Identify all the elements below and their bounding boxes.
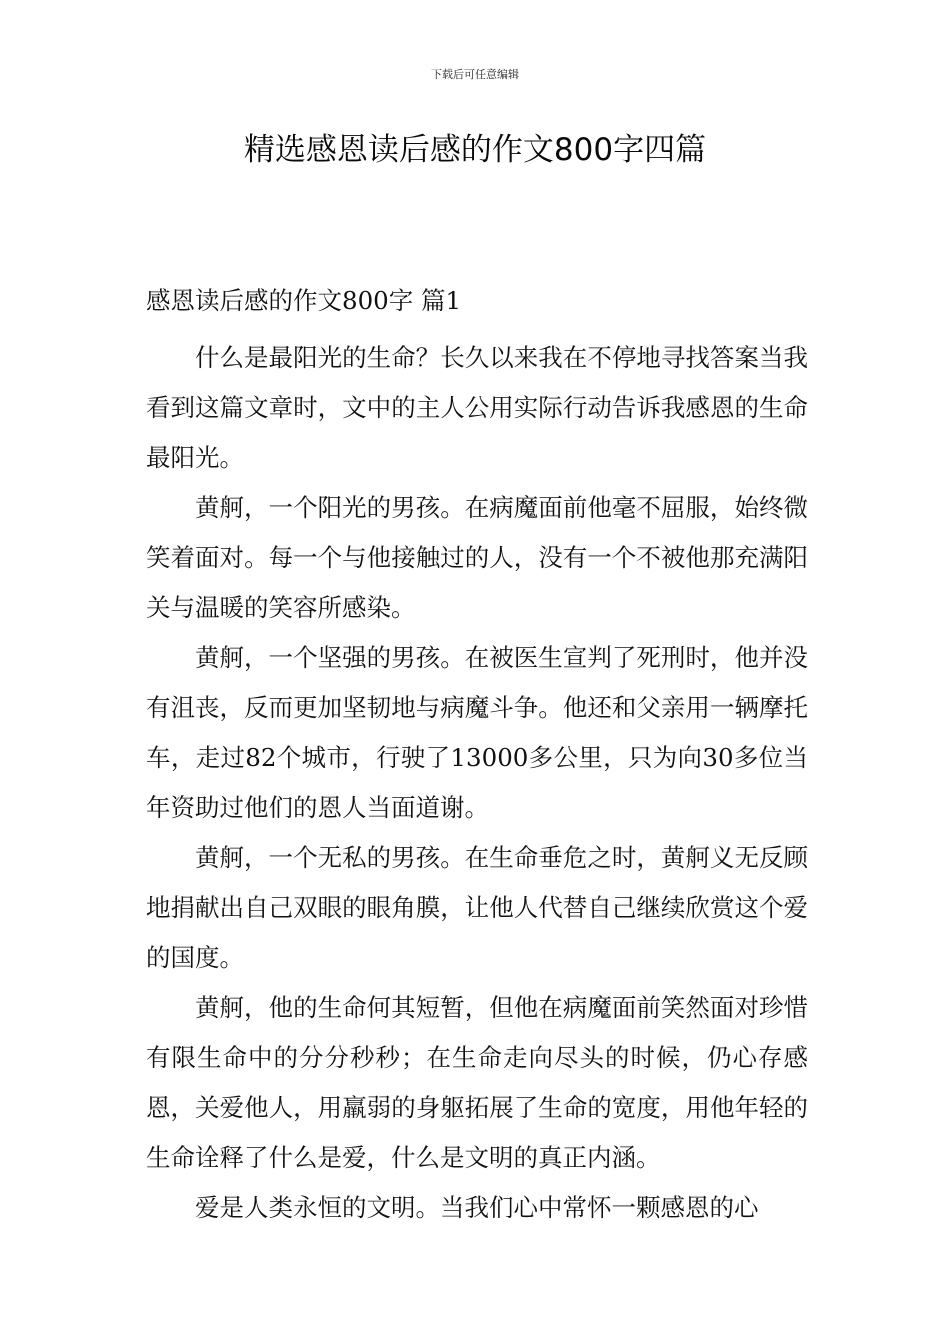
paragraph-2: 黄舸，一个阳光的男孩。在病魔面前他毫不屈服，始终微笑着面对。每一个与他接触过的人，没有一个不被他那充满阳关与温暖的笑容所感染。 <box>146 493 808 622</box>
spacer <box>146 318 808 333</box>
section-heading: 感恩读后感的作文800字 篇1 <box>146 286 462 315</box>
paragraph-6: 爱是人类永恒的文明。当我们心中常怀一颗感恩的心 <box>195 1193 759 1222</box>
paragraph-4: 黄舸，一个无私的男孩。在生命垂危之时，黄舸义无反顾地捐献出自己双眼的眼角膜，让他人代替自己继续欣赏这个爱的国度。 <box>146 843 808 972</box>
paragraph-1: 什么是最阳光的生命？长久以来我在不停地寻找答案当我看到这篇文章时，文中的主人公用实际行动告诉我感恩的生命最阳光。 <box>146 343 808 472</box>
document-body <box>146 283 808 1233</box>
document-title: 精选感恩读后感的作文800字四篇 <box>243 132 707 168</box>
paragraph-3: 黄舸，一个坚强的男孩。在被医生宣判了死刑时，他并没有沮丧，反而更加坚韧地与病魔斗争。他还和父亲用一辆摩托车，走过82个城市，行驶了13000多公里，只为向30多位当年资助过他们的恩人当面道谢。 <box>146 643 808 822</box>
paragraph-5: 黄舸，他的生命何其短暂，但他在病魔面前笑然面对珍惜有限生命中的分分秒秒；在生命走向尽头的时候，仍心存感恩，关爱他人，用羸弱的身躯拓展了生命的宽度，用他年轻的生命诠释了什么是爱，什么是文明的真正内涵。 <box>146 993 808 1172</box>
page-header: 下载后可任意编辑 <box>431 68 519 81</box>
